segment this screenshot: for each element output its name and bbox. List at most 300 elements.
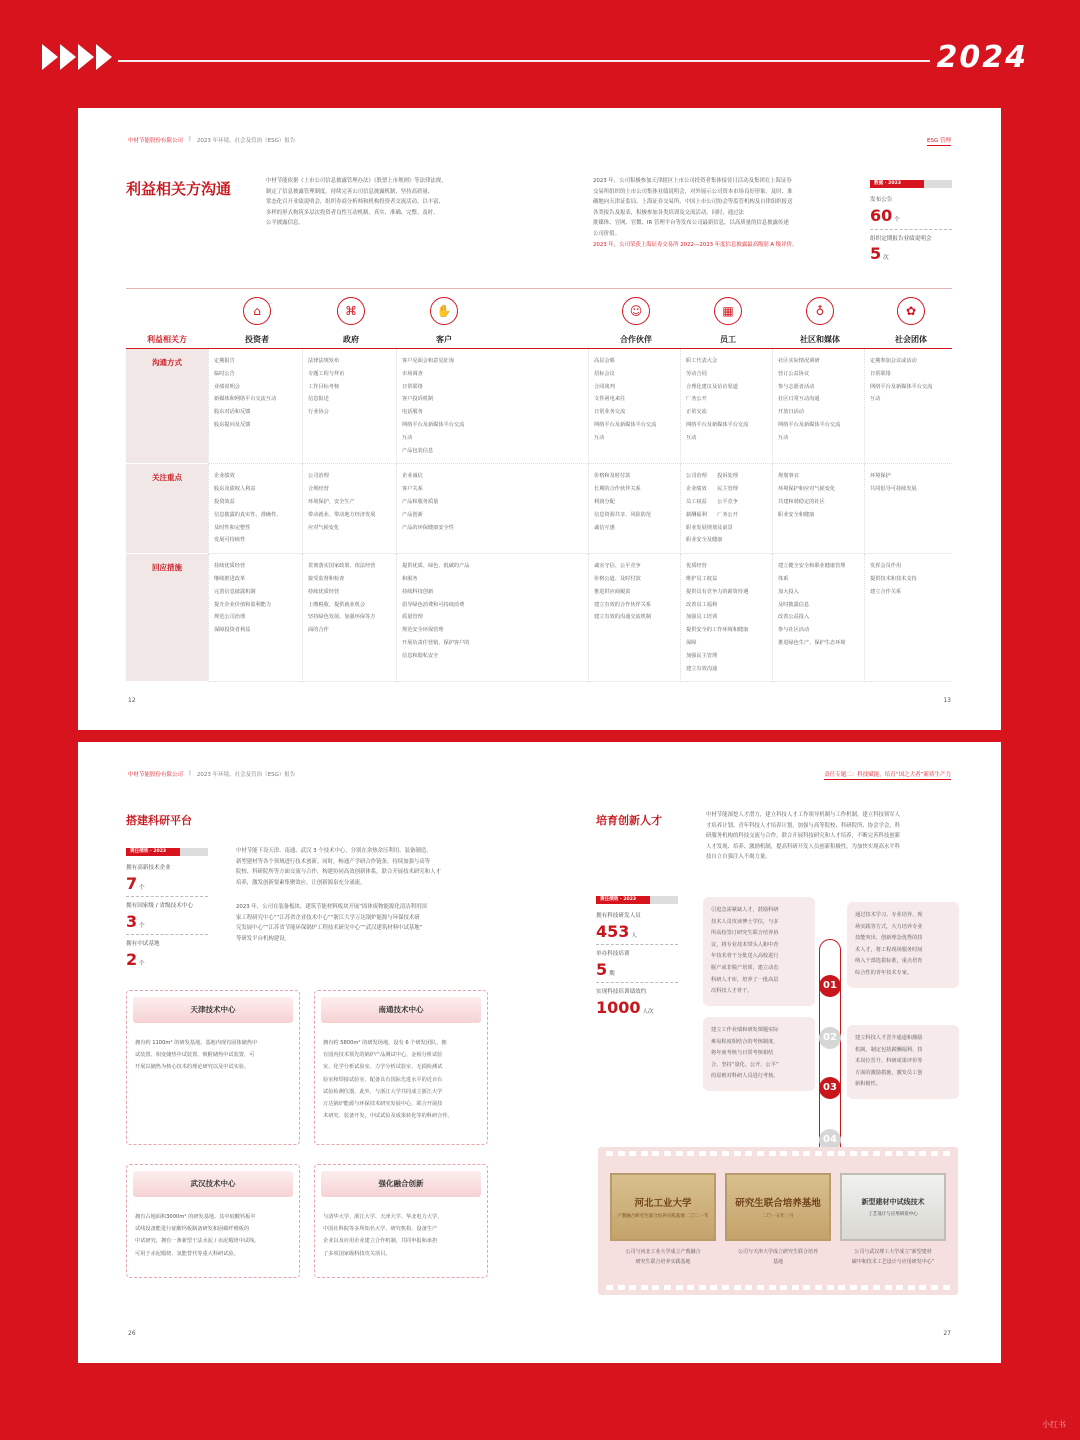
section-tag: 责任专题二：科技赋能，培育“国之大者”新质生产力 (824, 772, 951, 778)
sprocket-hole (734, 1285, 741, 1290)
cell-line: 网络平台及新媒体平台交流 (402, 421, 465, 428)
cell-line: 维护员工权益 (686, 575, 718, 582)
sprocket-hole (687, 1151, 694, 1156)
section-tag: ESG 管理 (927, 138, 951, 144)
text-line: 中试研究，拥有一条新型干法水泥 / 赤泥煅烧中试线， (135, 1238, 260, 1245)
caption-line: 公司与河北工业大学成立产教融合 (625, 1249, 701, 1255)
stakeholder-community-media: 社区和媒体 (800, 335, 840, 344)
table-cell (302, 464, 396, 554)
text-line: 建立工作业绩和研发课题实际 (711, 1027, 779, 1033)
sprocket-hole (896, 1285, 903, 1290)
stat-hightech-value: 7 个 (126, 874, 145, 893)
cell-line: 价格公道、及时付款 (594, 575, 641, 582)
stat-training-value: 5 期 (596, 960, 615, 979)
cell-line: 正常交流 (686, 409, 707, 416)
cell-line: 推进绿色生产、保护生态环境 (778, 639, 846, 646)
stat-separator (596, 982, 678, 983)
table-cell (302, 554, 396, 682)
partners-icon: ☺ (622, 297, 650, 325)
cell-line: 市场调查 (402, 370, 423, 377)
caption-line: 公司与天津大学成立研究生联合培养 (737, 1249, 818, 1255)
text-line: 有国内技术领先的锅炉产品测试中心，金相分析试验 (323, 1052, 443, 1059)
sprocket-hole (618, 1151, 625, 1156)
sprocket-hole (652, 1151, 659, 1156)
running-header (128, 136, 295, 144)
cell-line: 提供具有竞争力的薪资待遇 (686, 588, 749, 595)
sprocket-hole (908, 1285, 915, 1290)
sprocket-hole (919, 1151, 926, 1156)
cell-line: 股东对话和反馈 (214, 409, 251, 416)
company-name: 中材节能股份有限公司 (128, 138, 184, 144)
cell-line: 投资效益 (214, 498, 235, 505)
stat-trainees-value: 1000 人次 (596, 998, 654, 1017)
cell-line: 信息披露的真实性、准确性、 (214, 511, 282, 518)
text-line: 试线设备能进行硅酸钙板制备研发和固碳纤维板的 (135, 1226, 250, 1233)
cell-line: 职业发展规划及前景 (686, 524, 733, 531)
center-wuhan (126, 1164, 300, 1278)
flow-num-2: 02 (819, 1027, 841, 1049)
cell-line: 厂务公开 (686, 396, 707, 403)
cell-line: 职业安全和健康 (778, 511, 815, 518)
cell-line: 加大投入 (778, 588, 799, 595)
cell-line: 规范安全环保管理 (402, 627, 444, 634)
sprocket-hole (838, 1285, 845, 1290)
award-note: 2023 年，公司荣获上海证券交易所 2022—2023 年度信息披露最高级别 A 级评价。 (593, 241, 798, 248)
cell-line: 互动 (686, 434, 697, 441)
stat-separator (596, 944, 678, 945)
cell-line: 营订公益协议 (778, 370, 810, 377)
text-line: 的原则对科研人员进行考核。 (711, 1073, 779, 1080)
sprocket-hole (827, 1285, 834, 1290)
cell-line: 互动 (870, 396, 881, 403)
cell-line: 共建和谐稳定的社区 (778, 498, 825, 505)
cell-line: 提供安全的工作环境和健康 (686, 627, 749, 634)
cell-line: 面的合作 (308, 627, 329, 634)
sprocket-hole (803, 1285, 810, 1290)
cell-line: 文件函电来往 (594, 396, 626, 403)
flow-step-4 (847, 1025, 959, 1099)
cell-line: 持续科技创新 (402, 588, 434, 595)
stakeholder-grid (126, 348, 952, 682)
text-line: 拥有占地面积3000m² 的研发基地。其中硅酸钙板中 (135, 1214, 256, 1220)
cell-line: 贯彻落实国家政策、依法经营 (308, 563, 376, 570)
flow-step-2 (847, 902, 959, 988)
table-cell (588, 554, 680, 682)
cell-line: 职工代表大会 (686, 358, 718, 364)
sprocket-hole (641, 1151, 648, 1156)
text-line: 建立科技人才晋升通道和激励 (855, 1035, 923, 1041)
corner-label: 利益相关方 (147, 335, 187, 344)
cell-line: 日常联络 (402, 383, 423, 390)
text-line: 中材节能深挖人才潜力，建立科技人才工作领导机制与工作机制，建立科技领军人 (706, 812, 901, 818)
sprocket-hole (896, 1151, 903, 1156)
cell-line: 法律法规发布 (308, 358, 340, 364)
text-line: 所高校签订研究生联合培养协 (711, 930, 779, 937)
platform-para-2 (236, 902, 491, 944)
cell-line: 职业安全及健康 (686, 537, 723, 544)
integration-innovation (314, 1164, 488, 1278)
text-line: 制定了信息披露管理制度，持续完善公司信息披露机制，坚持高质量、 (266, 188, 434, 195)
stat-pilot-label: 拥有中试基地 (126, 941, 160, 947)
cell-line: 工作目标考核 (308, 383, 340, 390)
center-tianjin (126, 990, 300, 1145)
stat-pilot-value: 2 个 (126, 950, 145, 969)
cell-line: 优质经营 (686, 563, 707, 570)
stat-announcements-value: 60 个 (870, 206, 900, 225)
sprocket-hole (641, 1285, 648, 1290)
stat-hightech-label: 拥有高新技术企业 (126, 865, 171, 871)
community-media-icon: ♁ (806, 297, 834, 325)
cell-line: 完善信息披露机制 (214, 588, 256, 595)
text-line: 新积极性。 (855, 1081, 881, 1088)
sprocket-hole (629, 1151, 636, 1156)
customers-icon: ✋ (430, 297, 458, 325)
cell-line: 公司治理 (308, 473, 329, 480)
report-name: 2023 年环境、社会及管治（ESG）报告 (196, 772, 296, 778)
sprocket-hole (861, 1285, 868, 1290)
cell-line: 信息资源共享、风险防范 (594, 511, 652, 518)
center-text (315, 1203, 487, 1268)
text-line: 通过技术学习、专业培养、现 (855, 912, 923, 918)
cell-line: 薪酬福利 厂务公开 (686, 511, 738, 518)
sprocket-hole (803, 1151, 810, 1156)
cell-line: 网络平台及新媒体平台交流 (594, 421, 657, 428)
stat-briefings-value: 5 次 (870, 244, 889, 263)
cell-line: 加强员工培训 (686, 614, 718, 621)
plaque-caption (840, 1247, 946, 1267)
text-line: 了多项国家级科技攻关项目。 (323, 1250, 391, 1257)
sprocket-hole (699, 1151, 706, 1156)
row-label: 沟通方式 (126, 349, 208, 464)
text-line: 人才发现、培养、激励机制，提高科研开发人员创新积极性，为加快实现高水平科 (706, 843, 901, 850)
sprocket-hole (722, 1151, 729, 1156)
flow-num-4: 04 (819, 1129, 841, 1151)
cell-line: 网络平台及新媒体平台交流 (686, 421, 749, 428)
cell-line: 信息和隐私安全 (402, 652, 439, 659)
sprocket-hole (815, 1151, 822, 1156)
table-cell (588, 464, 680, 554)
cell-line: 质量管理 (402, 614, 423, 621)
sprocket-hole (710, 1151, 717, 1156)
table-cell (864, 464, 952, 554)
cell-line: 建立有效的合作伙伴关系 (594, 601, 652, 608)
sprocket-hole (769, 1151, 776, 1156)
cell-line: 日常业务交流 (594, 409, 626, 416)
cell-line: 改善公益投入 (778, 614, 810, 621)
table-cell (588, 349, 680, 464)
sprocket-hole (745, 1285, 752, 1290)
cell-line: 诚信互惠 (594, 524, 615, 531)
header-rule (118, 60, 930, 62)
center-text (127, 1029, 299, 1082)
film-sprocket-top (606, 1151, 950, 1157)
row-label: 回应措施 (126, 554, 208, 682)
cell-line: 利润分配 (594, 498, 615, 505)
text-line: 公司价值。 (593, 230, 620, 237)
sprocket-hole (722, 1285, 729, 1290)
text-line: 确地向天津证监局、上海证券交易所、中国上市公司协会等监管机构及自律组织报送 (593, 199, 793, 206)
cell-line: 保障投资者利益 (214, 627, 251, 634)
cell-line: 专题工程与拜访 (308, 370, 345, 377)
text-line: 术岗位晋升、科研成果评价等 (855, 1058, 923, 1065)
table-cell (396, 349, 588, 464)
stat-separator (126, 896, 208, 897)
cell-line: 发展可持续性 (214, 537, 246, 544)
cell-line: 互动 (594, 434, 605, 441)
talent-intro (706, 810, 961, 863)
cell-line: 倡导绿色消费和可持续消费 (402, 601, 465, 608)
sprocket-hole (873, 1285, 880, 1290)
cell-line: 建立有效的沟通交流机制 (594, 614, 652, 621)
cell-line: 持续优质经营 (308, 588, 340, 595)
stat-briefings-label: 组织定期报告业绩说明会 (870, 236, 932, 242)
page-number-right: 13 (943, 697, 951, 704)
stakeholder-social-groups: 社会团体 (895, 335, 927, 344)
stats-tag: 数据 · 2023 (870, 180, 952, 188)
stakeholder-employees: 员工 (720, 335, 736, 344)
cell-line: 诚实守信、公平竞争 (594, 563, 641, 570)
cell-line: 信息报送 (308, 396, 329, 403)
flow-step-1 (703, 897, 815, 1006)
cell-line: 带动就业、带动地方经济发展 (308, 511, 376, 518)
cell-line: 产品包装信息 (402, 447, 434, 454)
text-line: 纳入干部选拔标准，重点培育 (855, 958, 923, 965)
cell-line: 企业绩效 民主管理 (686, 486, 738, 493)
cell-line: 保障 (686, 639, 697, 646)
sprocket-hole (757, 1151, 764, 1156)
text-line: 各类报告及报表，积极参加各类培训及交流活动。同时，通过法 (593, 209, 744, 216)
section-title: 利益相关方沟通 (126, 180, 232, 198)
table-cell (208, 554, 302, 682)
header-year: 2024 (936, 40, 1028, 75)
text-line: 企业以及应用企业建立合作机制，共同申报和承担 (323, 1238, 438, 1245)
cell-line: 互动 (402, 434, 413, 441)
text-line: 开展以储热为核心技术的理论研究以及中试实验。 (135, 1064, 250, 1071)
text-line: 试验检测仪器。此外，与浙江大学共同成立浙江大学 (323, 1088, 443, 1095)
cell-line: 定期参加会议或活动 (870, 358, 917, 364)
spread-research-platform (78, 742, 1001, 1363)
text-line: 与清华大学、浙江大学、天津大学、华北电力大学、 (323, 1214, 443, 1220)
sprocket-hole (745, 1151, 752, 1156)
text-line: 议，将专业技术带头人和中青 (711, 941, 779, 948)
cell-line: 接受监督和检查 (308, 575, 345, 582)
text-line: 可用于赤泥煅烧、氢能替代等重大科研试验。 (135, 1250, 239, 1257)
flow-step-3 (703, 1017, 815, 1091)
text-line: 技能突出、创新理念优秀的技 (855, 935, 923, 942)
cell-line: 产品的环保健康安全性 (402, 524, 454, 531)
running-header (128, 770, 295, 778)
cell-line: 合理化建议及信访渠道 (686, 383, 738, 390)
text-line: 公平披露信息。 (266, 220, 304, 227)
cell-line: 合同谈判 (594, 383, 615, 390)
text-line: 场实践等方式，大力培养专业 (855, 923, 923, 930)
center-title: 天津技术中心 (133, 997, 293, 1023)
text-line: 等研发平台机构建设。 (236, 935, 290, 942)
text-line: 批媒体、官网、官微、IR 管理平台等发布公司最新信息，以高质量的信息披露传递 (593, 220, 789, 227)
sprocket-hole (850, 1151, 857, 1156)
cell-line: 合规经营 (308, 486, 329, 493)
cell-line: 继续推进改革 (214, 575, 246, 582)
cell-line: 网络平台及新媒体平台交流 (870, 383, 933, 390)
cell-line: 提升企业价值和盈利能力 (214, 601, 272, 608)
cell-line: 建立健全安全和职业健康管理 (778, 563, 846, 570)
cell-line: 及时披露信息 (778, 601, 810, 608)
text-line: 院校、科研院所等方面交流与合作，构建协同高效创新体系，联合开展技术研究和人才 (236, 869, 441, 876)
stat-techcenter-value: 3 个 (126, 912, 145, 931)
cell-line: 长期的合作伙伴关系 (594, 486, 641, 493)
stats-tag-left: 责任绩效 · 2023 (126, 848, 208, 856)
investors-icon: ⌂ (243, 297, 271, 325)
cell-line: 体系 (778, 575, 789, 582)
sprocket-hole (664, 1285, 671, 1290)
cell-line: 开放日活动 (778, 409, 804, 416)
sprocket-hole (885, 1285, 892, 1290)
plaque-photo-strip (598, 1147, 958, 1295)
sprocket-hole (734, 1151, 741, 1156)
cell-line: 共同倡导可持续发展 (870, 486, 917, 493)
cell-line: 上缴税收、提供就业机会 (308, 601, 366, 608)
watermark: 小红书 (1042, 1420, 1066, 1429)
cell-line: 推进供应商履责 (594, 588, 631, 595)
sprocket-hole (606, 1285, 613, 1290)
caption-line: 公司与武汉理工大学成立“新型建材 (854, 1249, 932, 1255)
row-label: 关注重点 (126, 464, 208, 554)
cell-line: 价格和及时付款 (594, 473, 631, 480)
sprocket-hole (873, 1151, 880, 1156)
text-line: 中材节能依据《上市公司信息披露管理办法》《股票上市规则》等法律法规， (266, 178, 447, 184)
intro-left (266, 176, 491, 229)
center-text (315, 1029, 487, 1130)
table-cell (864, 349, 952, 464)
stakeholder-header (126, 288, 952, 348)
text-line: 引进急需紧缺人才，鼓励科研 (711, 907, 779, 913)
caption-line: 基地 (772, 1259, 783, 1265)
stat-trainees-label: 实现科技培训绩效约 (596, 989, 647, 995)
text-line: 术研究、装备开发、中试试验及成果转化等的科研合作。 (323, 1113, 453, 1120)
cell-line: 应对气候变化 (308, 524, 340, 531)
cell-line: 改善员工福利 (686, 601, 718, 608)
cell-line: 企业绩效 (214, 473, 235, 480)
cell-line: 股东及债权人利益 (214, 486, 256, 493)
text-line: 拥有约 1100m² 的研发基地。基地内现有固体储热中 (135, 1040, 258, 1046)
page-number-left: 12 (128, 697, 136, 704)
stakeholder-customers: 客户 (436, 335, 452, 344)
stat-rd-staff-value: 453 人 (596, 922, 637, 941)
stakeholder-partners: 合作伙伴 (620, 335, 652, 344)
divider: | (189, 136, 191, 142)
header-arrows (42, 44, 112, 70)
sprocket-hole (629, 1285, 636, 1290)
table-cell (864, 554, 952, 682)
sprocket-hole (710, 1285, 717, 1290)
text-line: 才培养计划、青年科技人才培养计划，加强与高等院校、科研院所、协会学会、科 (706, 822, 901, 829)
stakeholder-table (126, 288, 952, 682)
cell-line: 客户关系 (402, 486, 423, 493)
cell-line: 发挥会员作用 (870, 563, 902, 570)
cell-line: 规范公司治理 (214, 614, 246, 621)
cell-line: 建立有效沟通 (686, 665, 718, 672)
company-name: 中材节能股份有限公司 (128, 772, 184, 778)
text-line: 室、化学分析试验室、力学分析试验室、无损检测试 (323, 1064, 443, 1071)
cell-line: 规划事宜 (778, 473, 799, 480)
stats-tag-right: 责任绩效 · 2023 (596, 896, 678, 904)
cell-line: 劳动合同 (686, 370, 707, 377)
sprocket-hole (792, 1285, 799, 1290)
text-line: 合，坚持“量化、公开、公平” (711, 1061, 779, 1068)
cell-line: 日常联络 (870, 370, 891, 377)
cell-line: 坚持绿色发展、加强环保等方 (308, 614, 376, 621)
text-line: 技术人员攻读博士学位，与多 (711, 918, 779, 925)
cell-line: 行业协会 (308, 409, 329, 416)
cell-line: 业绩说明会 (214, 383, 240, 390)
table-cell (772, 464, 864, 554)
text-line: 次科技人才骨干。 (711, 988, 753, 995)
cell-line: 建立合作关系 (870, 588, 902, 595)
text-line: 方面的激励措施，激发员工创 (855, 1069, 923, 1076)
center-text (127, 1203, 299, 1268)
stat-announcements-label: 发布公告 (870, 197, 893, 203)
cell-line: 股东提问及反馈 (214, 421, 251, 428)
flow-num-1: 01 (819, 975, 841, 997)
sprocket-hole (943, 1151, 950, 1156)
cell-line: 网络平台及新媒体平台交流 (778, 421, 841, 428)
sprocket-hole (861, 1151, 868, 1156)
sprocket-hole (769, 1285, 776, 1290)
cell-line: 提供技术和技术支持 (870, 575, 917, 582)
cell-line: 产品和服务质量 (402, 498, 439, 505)
employees-icon: ▦ (714, 297, 742, 325)
cell-line: 环境保护和应对气候变化 (778, 486, 836, 493)
text-line: 交易所组织的上市公司集体业绩说明会，对外展示公司资本市场良好形象。及时、准 (593, 188, 793, 195)
center-title: 南通技术中心 (321, 997, 481, 1023)
report-name: 2023 年环境、社会及管治（ESG）报告 (196, 138, 296, 144)
stakeholder-government: 政府 (343, 335, 359, 344)
text-line: 万达锅炉能源与环保技术研究发展中心，联合开展技 (323, 1101, 443, 1108)
text-line: 家工程研究中心”“江苏省企业技术中心”“浙江大学万达锅炉能源与环保技术研 (236, 914, 420, 921)
stat-separator (126, 934, 208, 935)
text-line: 中材节能下设天津、南通、武汉 3 个技术中心，分别在余热余压利用、装备制造、 (236, 848, 432, 854)
sprocket-hole (792, 1151, 799, 1156)
government-icon: ⌘ (337, 297, 365, 325)
cell-line: 电话服务 (402, 409, 423, 416)
sprocket-hole (780, 1285, 787, 1290)
table-cell (208, 349, 302, 464)
plaque-caption (725, 1247, 831, 1267)
cell-line: 临时公告 (214, 370, 235, 377)
text-line: 技自立自强注入不竭力量。 (706, 854, 771, 861)
sprocket-hole (885, 1151, 892, 1156)
text-line: 拥有约 5800m² 的研发场地，设有 6 个研发团队，拥 (323, 1040, 447, 1046)
plaque-tianjin: 研究生联合培养基地 二〇一五年三月 (725, 1173, 831, 1241)
text-line: 培养，激发创新要素集聚效应，让创新源泉充分涌流。 (236, 879, 366, 886)
cell-line: 公司治理 投诉处理 (686, 473, 738, 480)
cell-line: 及时性和完整性 (214, 524, 251, 531)
caption-line: 碳中和技术工艺设计与应用研发中心” (851, 1259, 935, 1265)
center-title: 强化融合创新 (321, 1171, 481, 1197)
cell-line: 加强民主管理 (686, 652, 718, 659)
sprocket-hole (919, 1285, 926, 1290)
table-cell (772, 349, 864, 464)
platform-para-1 (236, 846, 491, 888)
table-cell (396, 464, 588, 554)
stat-rd-staff-label: 拥有科技研发人员 (596, 913, 641, 919)
stat-training-label: 举办科技培训 (596, 951, 630, 957)
intro-right (593, 176, 853, 250)
text-line: 综合性的青年技术专家。 (855, 969, 913, 976)
cell-line: 环境保护 (870, 473, 891, 480)
cell-line: 环境保护、安全生产 (308, 498, 355, 505)
table-cell (208, 464, 302, 554)
